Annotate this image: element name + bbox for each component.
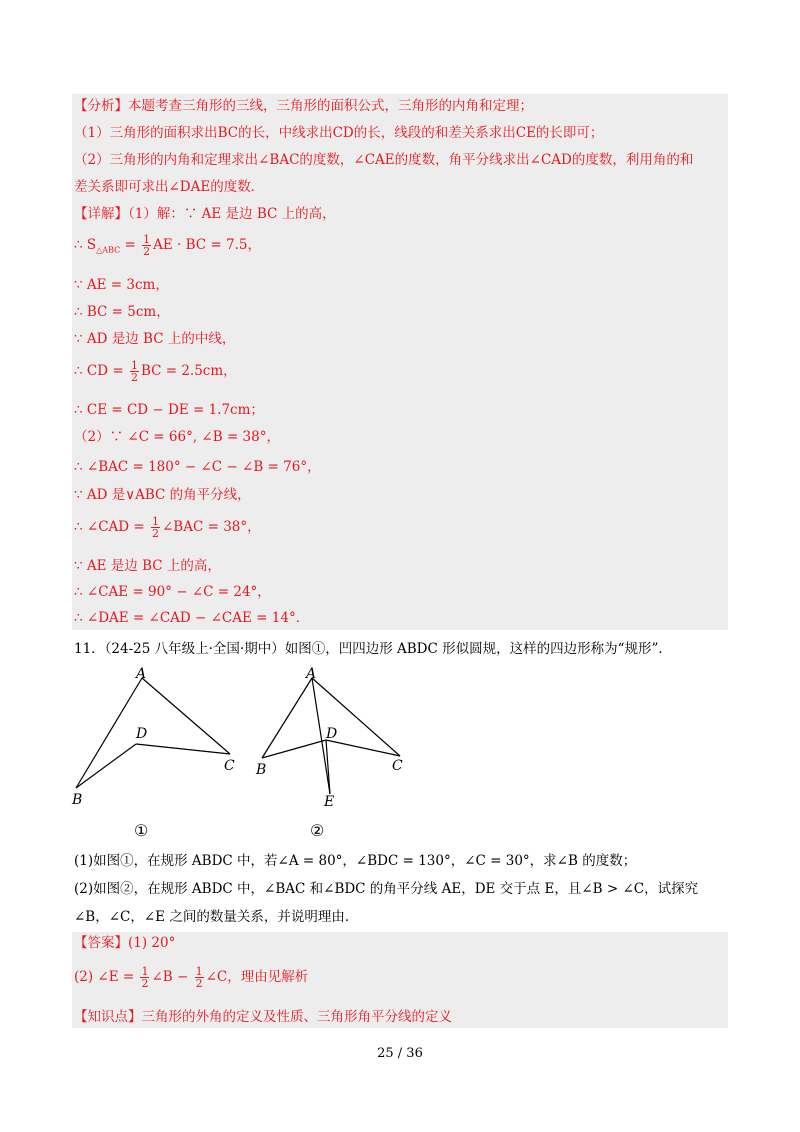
analysis-line-3: （2）三角形的内角和定理求出∠BAC的度数，∠CAE的度数，角平分线求出∠CAD的度数，利用角的和 — [74, 152, 694, 168]
detail-line-9: ∴ ∠BAC = 180° − ∠C − ∠B = 76°， — [74, 459, 321, 475]
figure-1-label: ① — [134, 821, 149, 840]
label-a: A — [306, 666, 317, 682]
problem-intro: 11．（24-25 八年级上·全国·期中）如图①，凹四边形 ABDC 形似圆规，这样的四边形称为“规形”． — [74, 641, 672, 657]
analysis-text: 本题考查三角形的三线，三角形的面积公式，三角形的内角和定理； — [128, 98, 533, 114]
detail-line-6 — [74, 360, 237, 383]
label-c: C — [224, 758, 235, 774]
figure-2 — [250, 664, 430, 844]
analysis-heading: 【分析】 — [74, 98, 128, 114]
question-1: (1)如图①，在规形 ABDC 中，若∠A = 80°，∠BDC = 130°，∠C = 30°，求∠B 的度数； — [74, 853, 637, 869]
half-fraction: $\frac{1}{2}$ — [152, 515, 159, 540]
half-fraction: $\frac{1}{2}$ — [143, 233, 151, 258]
answer-2-prefix: (2) ∠E = — [74, 969, 139, 985]
detail-line-4: ∴ BC = 5cm， — [74, 304, 170, 320]
detail-line-10: ∵ AD 是∨ABC 的角平分线， — [74, 487, 251, 503]
segment-ac — [312, 678, 400, 756]
answer-line-2 — [74, 966, 308, 989]
detail-line-14: ∴ ∠DAE = ∠CAD − ∠CAE = 14°． — [74, 610, 310, 626]
detail-line-1 — [74, 205, 336, 223]
detail-heading: 【详解】 — [74, 206, 128, 222]
answer-2-c: ∠C — [205, 969, 228, 985]
segment-ac — [142, 678, 230, 754]
label-e: E — [324, 794, 335, 810]
knowledge-line — [74, 1008, 452, 1026]
area-equals: = — [120, 237, 141, 253]
figure-2-label: ② — [310, 821, 325, 840]
half-fraction: $\frac{1}{2}$ — [195, 965, 203, 990]
label-d: D — [136, 726, 148, 742]
figure-1 — [64, 664, 267, 844]
detail-line-7: ∴ CE = CD − DE = 1.7cm； — [74, 402, 264, 418]
answer-2-reason: ，理由见解析 — [227, 969, 309, 985]
area-subscript: △ABC — [96, 245, 121, 255]
label-a: A — [136, 666, 147, 682]
detail-line-5: ∵ AD 是边 BC 上的中线， — [74, 331, 236, 347]
segment-bd — [76, 744, 136, 788]
label-b: B — [72, 792, 83, 808]
knowledge-text: 三角形的外角的定义及性质、三角形角平分线的定义 — [141, 1009, 452, 1025]
label-d: D — [326, 726, 338, 742]
area-rest: AE · BC = 7.5， — [153, 237, 261, 253]
segment-dc — [136, 744, 230, 754]
answer-2-b: ∠B − — [151, 969, 193, 985]
page-number: 25 / 36 — [377, 1046, 423, 1061]
cad-rest: ∠BAC = 38°， — [162, 519, 261, 535]
answer-line-1 — [74, 934, 175, 952]
half-fraction: $\frac{1}{2}$ — [141, 965, 149, 990]
detail-line-13: ∴ ∠CAE = 90° − ∠C = 24°， — [74, 584, 271, 600]
cad-prefix: ∴ ∠CAD = — [74, 519, 149, 535]
detail-line-11 — [74, 516, 261, 539]
cd-rest: BC = 2.5cm， — [140, 363, 237, 379]
area-prefix: ∴ S — [74, 237, 97, 253]
answer-1: (1) 20° — [128, 935, 176, 951]
cd-prefix: ∴ CD = — [74, 363, 128, 379]
question-2-line-2: ∠B，∠C，∠E 之间的数量关系，并说明理由． — [74, 909, 359, 925]
half-fraction: $\frac{1}{2}$ — [130, 359, 138, 384]
analysis-line-2: （1）三角形的面积求出BC的长，中线求出CD的长，线段的和差关系求出CE的长即可； — [74, 125, 604, 141]
analysis-line-4: 差关系即可求出∠DAE的度数． — [74, 179, 265, 195]
label-b: B — [256, 762, 267, 778]
detail-text-1: （1）解：∵ AE 是边 BC 上的高， — [128, 206, 336, 222]
knowledge-heading: 【知识点】 — [74, 1009, 142, 1025]
segment-ab — [76, 678, 142, 788]
segment-de — [326, 740, 330, 794]
answer-heading: 【答案】 — [74, 935, 128, 951]
segment-dc — [326, 740, 400, 756]
detail-line-8: （2）∵ ∠C = 66°, ∠B = 38°， — [74, 429, 280, 445]
analysis-line-1 — [74, 97, 533, 115]
detail-line-2 — [74, 234, 261, 260]
detail-line-12: ∵ AE 是边 BC 上的高， — [74, 558, 221, 574]
label-c: C — [392, 758, 403, 774]
question-2-line-1: (2)如图②，在规形 ABDC 中，∠BAC 和∠BDC 的角平分线 AE，DE 交于点 E，且∠B > ∠C，试探究 — [74, 881, 699, 897]
detail-line-3: ∵ AE = 3cm， — [74, 277, 169, 293]
